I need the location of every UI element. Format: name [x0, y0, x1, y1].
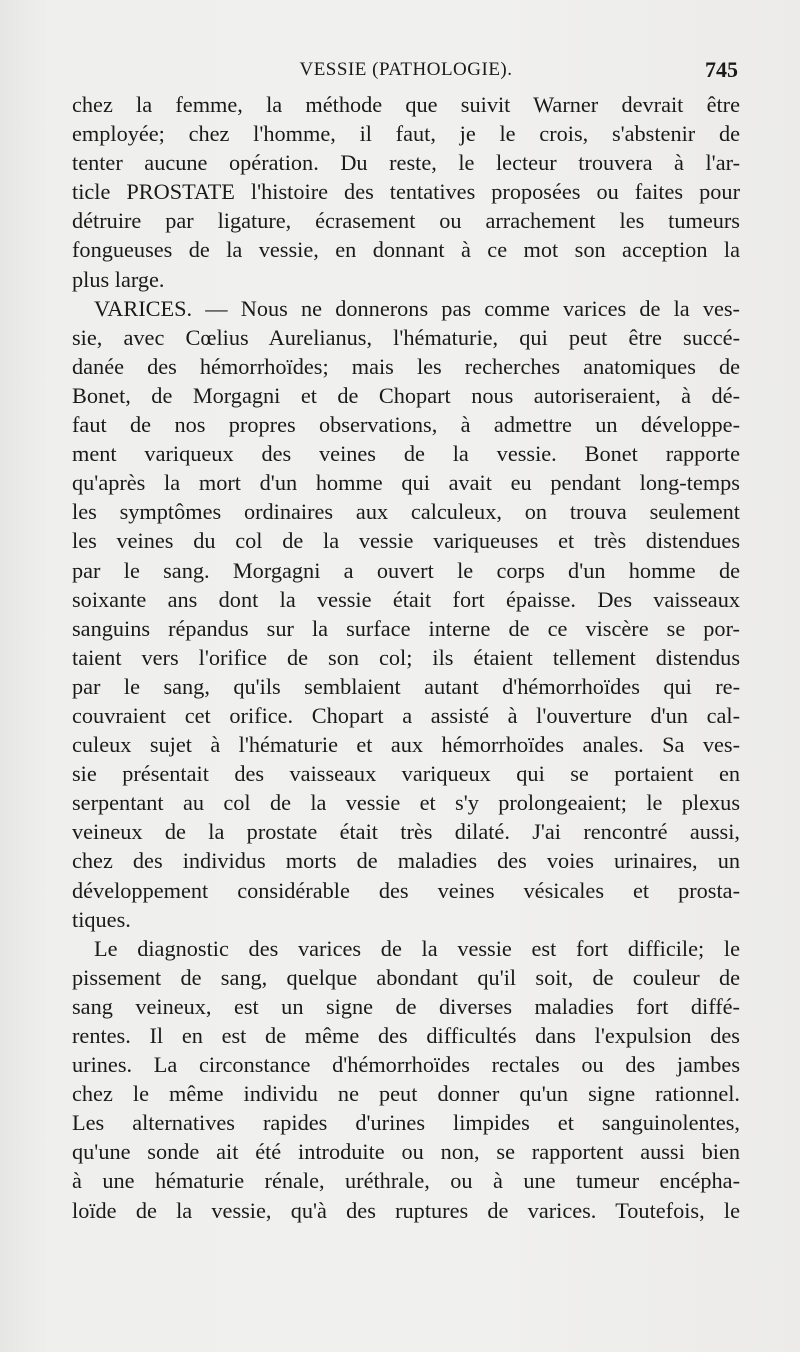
text-line: détruire par ligature, écrasement ou arrachement les tumeurs: [72, 208, 740, 234]
text-line: ment variqueux des veines de la vessie. Bonet rapporte: [72, 441, 740, 467]
text-line: couvraient cet orifice. Chopart a assisté à l'ouverture d'un cal-: [72, 702, 740, 728]
text-line: plus large.: [72, 266, 165, 292]
paragraph-varices: [72, 294, 740, 934]
text-line: chez le même individu ne peut donner qu'un signe rationnel.: [72, 1081, 740, 1107]
text-line: fongueuses de la vessie, en donnant à ce mot son acception la: [72, 237, 740, 263]
running-head: VESSIE (PATHOLOGIE).: [299, 59, 513, 80]
text-line: VARICES. — Nous ne donnerons pas comme varices de la ves-: [94, 295, 740, 321]
text-line: sie, avec Cœlius Aurelianus, l'hématurie, qui peut être succé-: [72, 324, 740, 350]
text-line: serpentant au col de la vessie et s'y prolongeaient; le plexus: [72, 790, 740, 816]
text-line: urines. La circonstance d'hémorrhoïdes rectales ou des jambes: [72, 1052, 740, 1078]
text-line: tenter aucune opération. Du reste, le lecteur trouvera à l'ar-: [72, 150, 740, 176]
text-line: les veines du col de la vessie variqueuses et très distendues: [72, 528, 740, 554]
text-line: culeux sujet à l'hématurie et aux hémorrhoïdes anales. Sa ves-: [72, 732, 740, 758]
text-line: qu'une sonde ait été introduite ou non, se rapportent aussi bien: [72, 1139, 740, 1165]
body-text: [72, 90, 740, 1225]
text-line: danée des hémorrhoïdes; mais les recherches anatomiques de: [72, 353, 740, 379]
text-line: développement considérable des veines vésicales et prosta-: [72, 877, 740, 903]
paragraph-diagnostic: [72, 934, 740, 1225]
text-line: sang veineux, est un signe de diverses maladies fort diffé-: [72, 993, 740, 1019]
text-line: sie présentait des vaisseaux variqueux qui se portaient en: [72, 761, 740, 787]
text-line: tiques.: [72, 906, 131, 932]
text-line: Le diagnostic des varices de la vessie est fort difficile; le: [94, 935, 740, 961]
text-line: rentes. Il en est de même des difficultés dans l'expulsion des: [72, 1023, 740, 1048]
text-line: Bonet, de Morgagni et de Chopart nous autoriseraient, à dé-: [72, 382, 740, 408]
text-line: taient vers l'orifice de son col; ils étaient tellement distendus: [72, 644, 740, 670]
text-line: par le sang, qu'ils semblaient autant d'hémorrhoïdes qui re-: [72, 673, 740, 699]
text-line: les symptômes ordinaires aux calculeux, on trouva seulement: [72, 499, 740, 525]
text-line: qu'après la mort d'un homme qui avait eu pendant long-temps: [72, 470, 740, 496]
page-number: 745: [705, 57, 738, 82]
text-line: loïde de la vessie, qu'à des ruptures de varices. Toutefois, le: [72, 1197, 740, 1223]
text-line: faut de nos propres observations, à admettre un développe-: [72, 412, 740, 438]
text-line: par le sang. Morgagni a ouvert le corps d'un homme de: [72, 557, 740, 583]
text-line: veineux de la prostate était très dilaté. J'ai rencontré aussi,: [72, 819, 740, 845]
text-line: pissement de sang, quelque abondant qu'il soit, de couleur de: [72, 964, 740, 990]
text-line: Les alternatives rapides d'urines limpides et sanguinolentes,: [72, 1110, 740, 1136]
paragraph: [72, 90, 740, 294]
text-line: ticle PROSTATE l'histoire des tentatives proposées ou faites pour: [72, 179, 740, 205]
text-line: sanguins répandus sur la surface interne de ce viscère se por-: [72, 615, 740, 641]
text-line: à une hématurie rénale, uréthrale, ou à une tumeur encépha-: [72, 1168, 740, 1194]
text-line: chez des individus morts de maladies des voies urinaires, un: [72, 848, 740, 874]
page-header: [72, 57, 740, 87]
text-line: soixante ans dont la vessie était fort épaisse. Des vaisseaux: [72, 586, 740, 612]
text-line: employée; chez l'homme, il faut, je le crois, s'abstenir de: [72, 121, 740, 147]
text-line: chez la femme, la méthode que suivit Warner devrait être: [72, 92, 740, 117]
